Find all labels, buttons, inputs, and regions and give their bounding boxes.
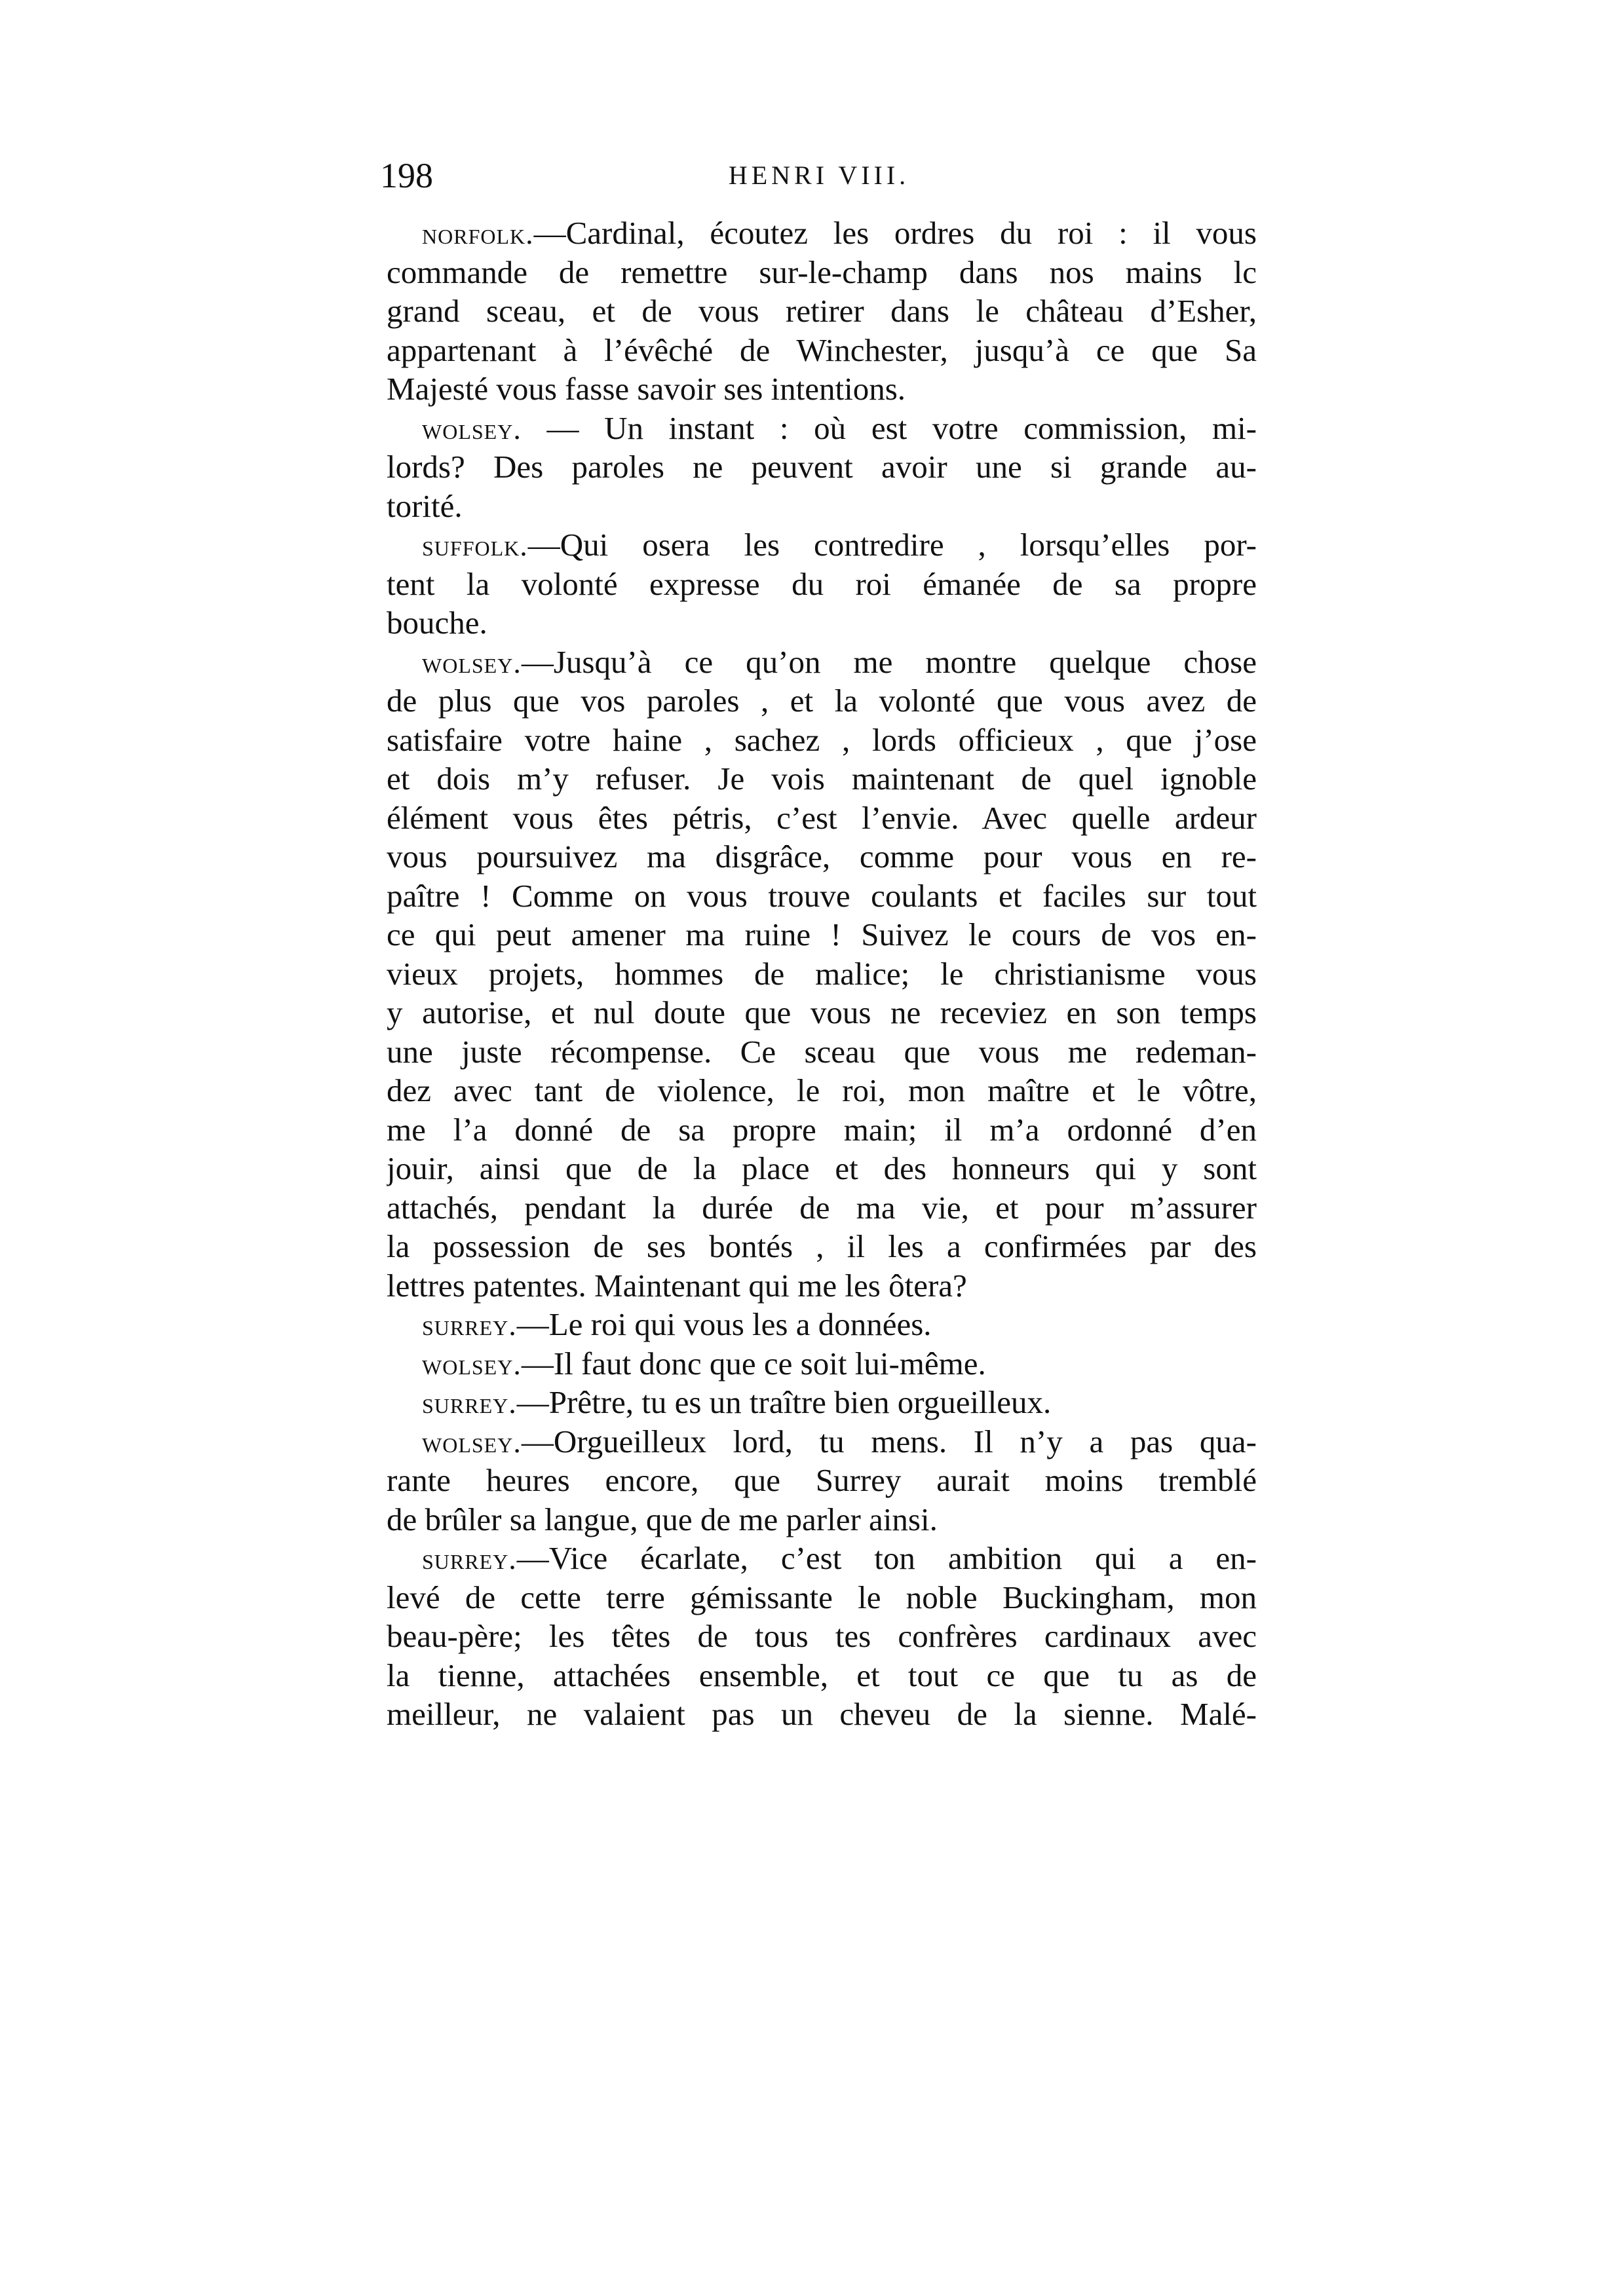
line-text: meilleur, ne valaient pas un cheveu de la sienne. Malé- [387, 1696, 1257, 1732]
line-text: grand sceau, et de vous retirer dans le château d’Esher, [387, 293, 1257, 329]
line-text: —Qui osera les contredire , lorsqu’elles por- [527, 527, 1257, 563]
speaker-name: wolsey. [422, 411, 522, 445]
text-line [387, 759, 1257, 799]
speaker-name: surrey. [422, 1542, 517, 1575]
line-text: jouir, ainsi que de la place et des honneurs qui y sont [387, 1150, 1257, 1186]
text-line [387, 1461, 1257, 1500]
line-text: de plus que vos paroles , et la volonté que vous avez de [387, 683, 1257, 719]
text-line [387, 643, 1257, 682]
text-line [387, 487, 1257, 526]
line-text: lords? Des paroles ne peuvent avoir une si grande au- [387, 449, 1257, 485]
speaker-name: norfolk. [422, 217, 534, 250]
line-text: tent la volonté expresse du roi émanée de sa propre [387, 565, 1257, 602]
speaker-name: wolsey. [422, 645, 522, 679]
line-text: y autorise, et nul doute que vous ne receviez en son temps [387, 994, 1257, 1030]
speaker-name: wolsey. [422, 1425, 522, 1459]
page-header [380, 156, 1258, 195]
line-text: bouche. [387, 605, 487, 641]
text-line [387, 603, 1257, 643]
text-line [387, 1344, 1257, 1383]
line-text: ce qui peut amener ma ruine ! Suivez le cours de vos en- [387, 916, 1257, 952]
line-text: attachés, pendant la durée de ma vie, et pour m’assurer [387, 1189, 1257, 1226]
line-text: élément vous êtes pétris, c’est l’envie. Avec quelle ardeur [387, 799, 1257, 836]
text-line [387, 1539, 1257, 1578]
line-text: dez avec tant de violence, le roi, mon maître et le vôtre, [387, 1072, 1257, 1108]
line-text: satisfaire votre haine , sachez , lords officieux , que j’ose [387, 721, 1257, 758]
line-text: —Cardinal, écoutez les ordres du roi : il vous [533, 215, 1257, 251]
line-text: et dois m’y refuser. Je vois maintenant de quel ignoble [387, 761, 1257, 797]
line-text: la tienne, attachées ensemble, et tout ce que tu as de [387, 1657, 1257, 1693]
text-line [387, 915, 1257, 954]
text-line [387, 1695, 1257, 1734]
line-text: torité. [387, 487, 463, 524]
line-text: —Jusqu’à ce qu’on me montre quelque chose [521, 643, 1257, 680]
line-text: — Un instant : où est votre commission, mi- [521, 409, 1257, 446]
line-text: me l’a donné de sa propre main; il m’a ordonné d’en [387, 1111, 1257, 1148]
text-line [387, 409, 1257, 448]
text-line [387, 954, 1257, 994]
text-line [387, 565, 1257, 604]
line-text: la possession de ses bontés , il les a confirmées par des [387, 1228, 1257, 1264]
line-text: —Orgueilleux lord, tu mens. Il n’y a pas qua- [521, 1423, 1257, 1459]
text-line [387, 1500, 1257, 1539]
line-text: commande de remettre sur-le-champ dans nos mains lc [387, 254, 1257, 290]
text-line [387, 1149, 1257, 1188]
text-line [387, 1422, 1257, 1461]
speaker-name: surrey. [422, 1308, 517, 1342]
line-text: de brûler sa langue, que de me parler ainsi. [387, 1501, 938, 1537]
line-text: une juste récompense. Ce sceau que vous me redeman- [387, 1033, 1257, 1070]
line-text: —Prêtre, tu es un traître bien orgueilleux. [516, 1384, 1052, 1420]
text-line [387, 253, 1257, 292]
text-line [387, 1227, 1257, 1266]
speaker-name: wolsey. [422, 1347, 522, 1381]
text-line [387, 993, 1257, 1032]
text-line [387, 837, 1257, 876]
text-line [387, 876, 1257, 916]
line-text: —Il faut donc que ce soit lui-même. [521, 1345, 986, 1382]
line-text: beau-père; les têtes de tous tes confrères cardinaux avec [387, 1618, 1257, 1654]
line-text: appartenant à l’évêché de Winchester, jusqu’à ce que Sa [387, 331, 1257, 368]
text-line [387, 292, 1257, 331]
text-line [387, 1110, 1257, 1150]
text-line [387, 1188, 1257, 1228]
line-text: Majesté vous fasse savoir ses intentions. [387, 371, 906, 407]
text-line [387, 1071, 1257, 1110]
text-line [387, 214, 1257, 253]
text-line [387, 369, 1257, 409]
line-text: lettres patentes. Maintenant qui me les ôtera? [387, 1267, 967, 1304]
text-line [387, 721, 1257, 760]
body-text [387, 214, 1257, 1734]
speaker-name: suffolk. [422, 529, 528, 562]
page-number: 198 [380, 156, 433, 195]
line-text: —Le roi qui vous les a données. [516, 1306, 932, 1342]
line-text: rante heures encore, que Surrey aurait moins tremblé [387, 1462, 1257, 1498]
text-line [387, 447, 1257, 487]
text-line [387, 1617, 1257, 1656]
text-line [387, 1305, 1257, 1344]
text-line [387, 1032, 1257, 1072]
line-text: paître ! Comme on vous trouve coulants et faciles sur tout [387, 877, 1257, 914]
text-line [387, 1383, 1257, 1422]
text-line [387, 1656, 1257, 1695]
text-line [387, 681, 1257, 721]
line-text: vieux projets, hommes de malice; le christianisme vous [387, 955, 1257, 992]
text-line [387, 525, 1257, 565]
running-title: HENRI VIII. [728, 160, 910, 190]
text-line [387, 331, 1257, 370]
text-line [387, 799, 1257, 838]
line-text: —Vice écarlate, c’est ton ambition qui a en- [516, 1540, 1257, 1576]
text-line [387, 1266, 1257, 1306]
speaker-name: surrey. [422, 1386, 517, 1420]
line-text: levé de cette terre gémissante le noble Buckingham, mon [387, 1579, 1257, 1615]
line-text: vous poursuivez ma disgrâce, comme pour vous en re- [387, 838, 1257, 875]
text-line [387, 1578, 1257, 1617]
